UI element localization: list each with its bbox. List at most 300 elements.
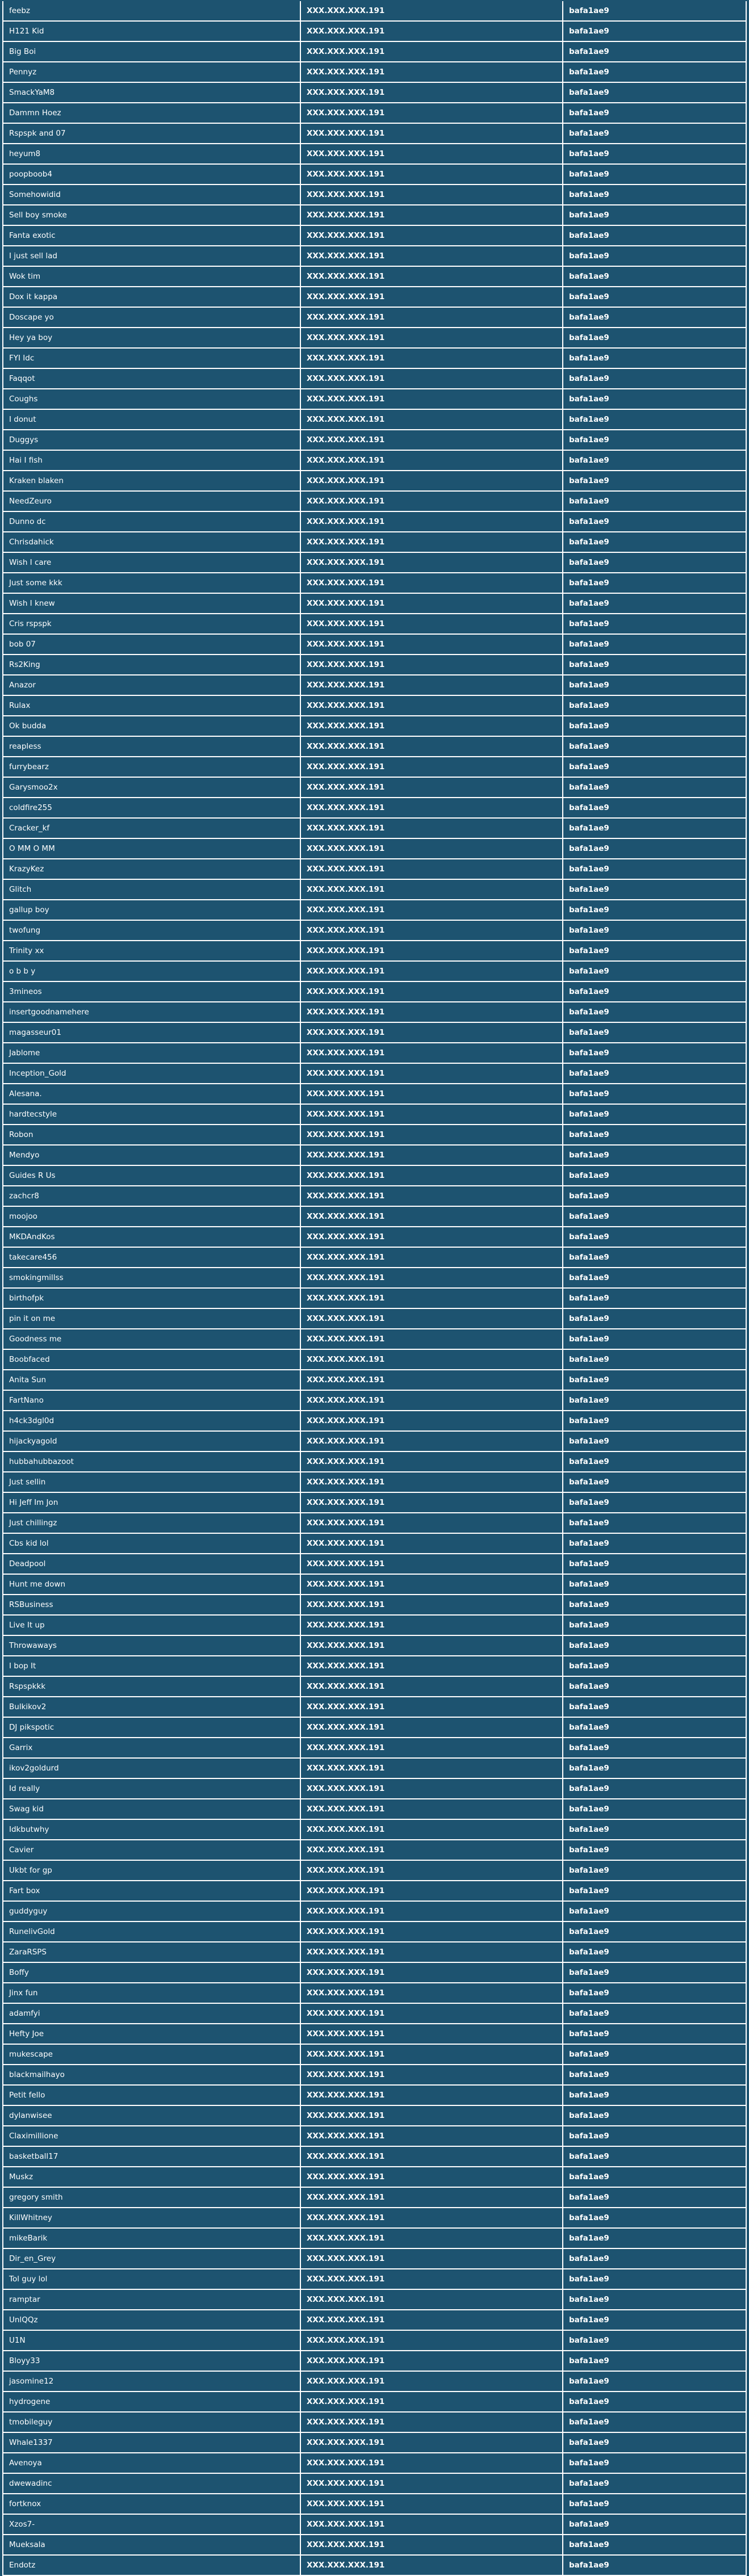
- ip-address-cell: XXX.XXX.XXX.191: [300, 552, 563, 573]
- username-cell: moojoo: [3, 1206, 300, 1227]
- ip-address-cell: XXX.XXX.XXX.191: [300, 1492, 563, 1513]
- username-cell: Cbs kid lol: [3, 1533, 300, 1554]
- ip-address-cell: XXX.XXX.XXX.191: [300, 1472, 563, 1492]
- username-cell: magasseur01: [3, 1022, 300, 1043]
- ip-address-cell: XXX.XXX.XXX.191: [300, 266, 563, 287]
- hash-cell: bafa1ae9: [563, 1145, 746, 1165]
- table-row: [3, 1901, 746, 1921]
- ip-address-cell: XXX.XXX.XXX.191: [300, 2269, 563, 2289]
- ip-address-cell: XXX.XXX.XXX.191: [300, 1635, 563, 1656]
- hash-cell: bafa1ae9: [563, 614, 746, 634]
- table-row: [3, 2371, 746, 2392]
- ip-address-cell: XXX.XXX.XXX.191: [300, 2473, 563, 2494]
- ip-address-cell: XXX.XXX.XXX.191: [300, 1758, 563, 1778]
- username-cell: takecare456: [3, 1247, 300, 1268]
- hash-cell: bafa1ae9: [563, 2289, 746, 2310]
- username-cell: o b b y: [3, 961, 300, 981]
- table-row: [3, 1329, 746, 1349]
- hash-cell: bafa1ae9: [563, 1472, 746, 1492]
- table-row: [3, 1595, 746, 1615]
- table-row: [3, 614, 746, 634]
- username-cell: KrazyKez: [3, 859, 300, 879]
- table-row: [3, 1227, 746, 1247]
- hash-cell: bafa1ae9: [563, 2473, 746, 2494]
- table-row: [3, 1186, 746, 1206]
- ip-address-cell: XXX.XXX.XXX.191: [300, 941, 563, 961]
- ip-address-cell: XXX.XXX.XXX.191: [300, 2228, 563, 2248]
- table-row: [3, 2392, 746, 2412]
- ip-address-cell: XXX.XXX.XXX.191: [300, 184, 563, 205]
- hash-cell: bafa1ae9: [563, 184, 746, 205]
- ip-address-cell: XXX.XXX.XXX.191: [300, 2003, 563, 2024]
- username-cell: pin it on me: [3, 1308, 300, 1329]
- hash-cell: bafa1ae9: [563, 103, 746, 123]
- table-row: [3, 450, 746, 471]
- ip-address-cell: XXX.XXX.XXX.191: [300, 2024, 563, 2044]
- ip-address-cell: XXX.XXX.XXX.191: [300, 62, 563, 82]
- ip-address-cell: XXX.XXX.XXX.191: [300, 1778, 563, 1799]
- username-cell: Endotz: [3, 2555, 300, 2575]
- hash-cell: bafa1ae9: [563, 368, 746, 389]
- username-cell: furrybearz: [3, 757, 300, 777]
- table-row: [3, 1881, 746, 1901]
- ip-address-cell: XXX.XXX.XXX.191: [300, 225, 563, 246]
- hash-cell: bafa1ae9: [563, 757, 746, 777]
- table-row: [3, 1717, 746, 1738]
- table-row: [3, 2555, 746, 2575]
- hash-cell: bafa1ae9: [563, 1308, 746, 1329]
- username-cell: ZaraRSPS: [3, 1942, 300, 1962]
- hash-cell: bafa1ae9: [563, 1962, 746, 1983]
- table-row: [3, 1635, 746, 1656]
- hash-cell: bafa1ae9: [563, 144, 746, 164]
- username-cell: Hefty Joe: [3, 2024, 300, 2044]
- table-row: [3, 2167, 746, 2187]
- ip-address-cell: XXX.XXX.XXX.191: [300, 1819, 563, 1840]
- table-row: [3, 2432, 746, 2453]
- table-row: [3, 2146, 746, 2167]
- username-cell: Mueksala: [3, 2535, 300, 2555]
- table-row: [3, 144, 746, 164]
- ip-address-cell: XXX.XXX.XXX.191: [300, 532, 563, 552]
- hash-cell: bafa1ae9: [563, 1165, 746, 1186]
- table-row: [3, 1390, 746, 1411]
- username-cell: coldfire255: [3, 798, 300, 818]
- ip-address-cell: XXX.XXX.XXX.191: [300, 1349, 563, 1370]
- table-row: [3, 2003, 746, 2024]
- hash-cell: bafa1ae9: [563, 389, 746, 409]
- ip-address-cell: XXX.XXX.XXX.191: [300, 2208, 563, 2228]
- hash-cell: bafa1ae9: [563, 838, 746, 859]
- ip-address-cell: XXX.XXX.XXX.191: [300, 450, 563, 471]
- table-row: [3, 430, 746, 450]
- username-cell: zachcr8: [3, 1186, 300, 1206]
- table-row: [3, 2453, 746, 2473]
- hash-cell: bafa1ae9: [563, 532, 746, 552]
- table-row: [3, 2494, 746, 2514]
- table-row: [3, 552, 746, 573]
- hash-cell: bafa1ae9: [563, 1492, 746, 1513]
- username-cell: FartNano: [3, 1390, 300, 1411]
- username-cell: Swag kid: [3, 1799, 300, 1819]
- ip-address-cell: XXX.XXX.XXX.191: [300, 2432, 563, 2453]
- username-cell: Xzos7-: [3, 2514, 300, 2535]
- ip-address-cell: XXX.XXX.XXX.191: [300, 1799, 563, 1819]
- username-cell: Ok budda: [3, 716, 300, 736]
- hash-cell: bafa1ae9: [563, 348, 746, 368]
- username-cell: Hunt me down: [3, 1574, 300, 1595]
- ip-address-cell: XXX.XXX.XXX.191: [300, 1451, 563, 1472]
- username-cell: Wish I care: [3, 552, 300, 573]
- hash-cell: bafa1ae9: [563, 695, 746, 716]
- ip-address-cell: XXX.XXX.XXX.191: [300, 103, 563, 123]
- ip-address-cell: XXX.XXX.XXX.191: [300, 21, 563, 41]
- username-cell: Garysmoo2x: [3, 777, 300, 798]
- hash-cell: bafa1ae9: [563, 736, 746, 757]
- hash-cell: bafa1ae9: [563, 1942, 746, 1962]
- username-cell: smokingmillss: [3, 1268, 300, 1288]
- table-row: [3, 757, 746, 777]
- table-row: [3, 328, 746, 348]
- table-row: [3, 573, 746, 593]
- hash-cell: bafa1ae9: [563, 1635, 746, 1656]
- ip-address-cell: XXX.XXX.XXX.191: [300, 2371, 563, 2392]
- table-row: [3, 1165, 746, 1186]
- table-row: [3, 2065, 746, 2085]
- ip-address-cell: XXX.XXX.XXX.191: [300, 1431, 563, 1451]
- table-row: [3, 2044, 746, 2065]
- table-row: [3, 1411, 746, 1431]
- hash-cell: bafa1ae9: [563, 1840, 746, 1860]
- table-row: [3, 2310, 746, 2330]
- hash-cell: bafa1ae9: [563, 62, 746, 82]
- table-row: [3, 1022, 746, 1043]
- username-cell: Just chillingz: [3, 1513, 300, 1533]
- ip-address-cell: XXX.XXX.XXX.191: [300, 430, 563, 450]
- username-cell: Mendyo: [3, 1145, 300, 1165]
- ip-address-cell: XXX.XXX.XXX.191: [300, 1901, 563, 1921]
- table-row: [3, 1268, 746, 1288]
- hash-cell: bafa1ae9: [563, 1554, 746, 1574]
- username-cell: jasomine12: [3, 2371, 300, 2392]
- table-row: [3, 2412, 746, 2432]
- hash-cell: bafa1ae9: [563, 2208, 746, 2228]
- table-row: [3, 164, 746, 184]
- username-cell: Cris rspspk: [3, 614, 300, 634]
- table-row: [3, 103, 746, 123]
- hash-cell: bafa1ae9: [563, 1390, 746, 1411]
- hash-cell: bafa1ae9: [563, 1921, 746, 1942]
- table-row: [3, 389, 746, 409]
- table-row: [3, 1, 746, 21]
- ip-address-cell: XXX.XXX.XXX.191: [300, 1881, 563, 1901]
- username-cell: U1N: [3, 2330, 300, 2351]
- hash-cell: bafa1ae9: [563, 328, 746, 348]
- username-cell: hydrogene: [3, 2392, 300, 2412]
- table-row: [3, 859, 746, 879]
- ip-address-cell: XXX.XXX.XXX.191: [300, 2453, 563, 2473]
- ip-address-cell: XXX.XXX.XXX.191: [300, 634, 563, 655]
- hash-cell: bafa1ae9: [563, 266, 746, 287]
- hash-cell: bafa1ae9: [563, 2432, 746, 2453]
- username-cell: FYI Idc: [3, 348, 300, 368]
- username-cell: Somehowidid: [3, 184, 300, 205]
- ip-address-cell: XXX.XXX.XXX.191: [300, 123, 563, 144]
- ip-address-cell: XXX.XXX.XXX.191: [300, 2555, 563, 2575]
- ip-address-cell: XXX.XXX.XXX.191: [300, 2310, 563, 2330]
- hash-cell: bafa1ae9: [563, 409, 746, 430]
- hash-cell: bafa1ae9: [563, 205, 746, 225]
- hash-cell: bafa1ae9: [563, 307, 746, 328]
- hash-cell: bafa1ae9: [563, 511, 746, 532]
- table-row: [3, 2535, 746, 2555]
- table-row: [3, 1799, 746, 1819]
- ip-address-cell: XXX.XXX.XXX.191: [300, 205, 563, 225]
- table-row: [3, 1676, 746, 1697]
- username-cell: poopboob4: [3, 164, 300, 184]
- ip-address-cell: XXX.XXX.XXX.191: [300, 368, 563, 389]
- username-cell: Trinity xx: [3, 941, 300, 961]
- username-cell: KillWhitney: [3, 2208, 300, 2228]
- username-cell: Duggys: [3, 430, 300, 450]
- ip-address-cell: XXX.XXX.XXX.191: [300, 593, 563, 614]
- username-cell: ikov2goldurd: [3, 1758, 300, 1778]
- table-row: [3, 634, 746, 655]
- username-cell: Rspspkkk: [3, 1676, 300, 1697]
- username-cell: Rulax: [3, 695, 300, 716]
- table-row: [3, 777, 746, 798]
- hash-cell: bafa1ae9: [563, 1125, 746, 1145]
- ip-address-cell: XXX.XXX.XXX.191: [300, 2065, 563, 2085]
- ip-address-cell: XXX.XXX.XXX.191: [300, 471, 563, 491]
- username-cell: Hey ya boy: [3, 328, 300, 348]
- username-cell: Idkbutwhy: [3, 1819, 300, 1840]
- ip-address-cell: XXX.XXX.XXX.191: [300, 1697, 563, 1717]
- table-row: [3, 838, 746, 859]
- table-row: [3, 920, 746, 941]
- table-row: [3, 62, 746, 82]
- hash-cell: bafa1ae9: [563, 2310, 746, 2330]
- hash-cell: bafa1ae9: [563, 1738, 746, 1758]
- table-row: [3, 941, 746, 961]
- ip-address-cell: XXX.XXX.XXX.191: [300, 818, 563, 838]
- username-cell: Inception_Gold: [3, 1063, 300, 1084]
- ip-address-cell: XXX.XXX.XXX.191: [300, 164, 563, 184]
- ip-address-cell: XXX.XXX.XXX.191: [300, 838, 563, 859]
- ip-address-cell: XXX.XXX.XXX.191: [300, 1717, 563, 1738]
- ip-address-cell: XXX.XXX.XXX.191: [300, 1370, 563, 1390]
- ip-address-cell: XXX.XXX.XXX.191: [300, 1165, 563, 1186]
- table-row: [3, 1145, 746, 1165]
- username-cell: dwewadinc: [3, 2473, 300, 2494]
- ip-address-cell: XXX.XXX.XXX.191: [300, 1329, 563, 1349]
- username-cell: insertgoodnamehere: [3, 1002, 300, 1022]
- username-cell: blackmailhayo: [3, 2065, 300, 2085]
- table-row: [3, 1247, 746, 1268]
- table-row: [3, 184, 746, 205]
- ip-address-cell: XXX.XXX.XXX.191: [300, 2044, 563, 2065]
- hash-cell: bafa1ae9: [563, 1370, 746, 1390]
- table-row: [3, 2208, 746, 2228]
- hash-cell: bafa1ae9: [563, 2126, 746, 2146]
- username-cell: Rs2King: [3, 655, 300, 675]
- hash-cell: bafa1ae9: [563, 777, 746, 798]
- ip-address-cell: XXX.XXX.XXX.191: [300, 961, 563, 981]
- username-cell: Pennyz: [3, 62, 300, 82]
- username-cell: MKDAndKos: [3, 1227, 300, 1247]
- ip-address-cell: XXX.XXX.XXX.191: [300, 920, 563, 941]
- username-cell: Bulkikov2: [3, 1697, 300, 1717]
- hash-cell: bafa1ae9: [563, 2494, 746, 2514]
- ip-address-cell: XXX.XXX.XXX.191: [300, 328, 563, 348]
- table-row: [3, 981, 746, 1002]
- table-row: [3, 1472, 746, 1492]
- table-row: [3, 21, 746, 41]
- ip-address-cell: XXX.XXX.XXX.191: [300, 1921, 563, 1942]
- ip-address-cell: XXX.XXX.XXX.191: [300, 1247, 563, 1268]
- hash-cell: bafa1ae9: [563, 1002, 746, 1022]
- hash-cell: bafa1ae9: [563, 2228, 746, 2248]
- hash-cell: bafa1ae9: [563, 716, 746, 736]
- username-cell: Coughs: [3, 389, 300, 409]
- table-row: [3, 1043, 746, 1063]
- username-cell: Avenoya: [3, 2453, 300, 2473]
- hash-cell: bafa1ae9: [563, 1288, 746, 1308]
- hash-cell: bafa1ae9: [563, 1329, 746, 1349]
- table-row: [3, 1962, 746, 1983]
- ip-address-cell: XXX.XXX.XXX.191: [300, 246, 563, 266]
- ip-address-cell: XXX.XXX.XXX.191: [300, 900, 563, 920]
- hash-cell: bafa1ae9: [563, 1268, 746, 1288]
- table-row: [3, 1778, 746, 1799]
- username-cell: Boffy: [3, 1962, 300, 1983]
- ip-address-cell: XXX.XXX.XXX.191: [300, 2126, 563, 2146]
- table-row: [3, 1574, 746, 1595]
- hash-cell: bafa1ae9: [563, 798, 746, 818]
- ip-address-cell: XXX.XXX.XXX.191: [300, 82, 563, 103]
- table-row: [3, 655, 746, 675]
- username-cell: heyum8: [3, 144, 300, 164]
- hash-cell: bafa1ae9: [563, 1063, 746, 1084]
- hash-cell: bafa1ae9: [563, 941, 746, 961]
- username-cell: Muskz: [3, 2167, 300, 2187]
- ip-address-cell: XXX.XXX.XXX.191: [300, 2535, 563, 2555]
- hash-cell: bafa1ae9: [563, 1227, 746, 1247]
- table-row: [3, 368, 746, 389]
- ip-address-cell: XXX.XXX.XXX.191: [300, 1043, 563, 1063]
- table-row: [3, 1656, 746, 1676]
- username-cell: Cavier: [3, 1840, 300, 1860]
- ip-address-cell: XXX.XXX.XXX.191: [300, 1145, 563, 1165]
- hash-cell: bafa1ae9: [563, 225, 746, 246]
- table-row: [3, 798, 746, 818]
- table-row: [3, 1288, 746, 1308]
- ip-address-cell: XXX.XXX.XXX.191: [300, 2392, 563, 2412]
- table-row: [3, 1554, 746, 1574]
- hash-cell: bafa1ae9: [563, 1411, 746, 1431]
- username-cell: RunelivGold: [3, 1921, 300, 1942]
- ip-address-cell: XXX.XXX.XXX.191: [300, 777, 563, 798]
- ip-address-cell: XXX.XXX.XXX.191: [300, 716, 563, 736]
- ip-address-cell: XXX.XXX.XXX.191: [300, 1186, 563, 1206]
- ip-address-cell: XXX.XXX.XXX.191: [300, 389, 563, 409]
- table-row: [3, 1513, 746, 1533]
- username-cell: Just sellin: [3, 1472, 300, 1492]
- hash-cell: bafa1ae9: [563, 920, 746, 941]
- hash-cell: bafa1ae9: [563, 2187, 746, 2208]
- ip-address-cell: XXX.XXX.XXX.191: [300, 491, 563, 511]
- ip-address-cell: XXX.XXX.XXX.191: [300, 1206, 563, 1227]
- username-cell: Id really: [3, 1778, 300, 1799]
- username-cell: tmobileguy: [3, 2412, 300, 2432]
- username-cell: reapless: [3, 736, 300, 757]
- hash-cell: bafa1ae9: [563, 552, 746, 573]
- username-cell: Tol guy lol: [3, 2269, 300, 2289]
- table-row: [3, 1349, 746, 1370]
- username-cell: Hi Jeff Im Jon: [3, 1492, 300, 1513]
- ip-address-cell: XXX.XXX.XXX.191: [300, 1860, 563, 1881]
- username-cell: DJ pikspotic: [3, 1717, 300, 1738]
- table-row: [3, 2330, 746, 2351]
- table-row: [3, 225, 746, 246]
- username-cell: Anazor: [3, 675, 300, 695]
- username-cell: UnlQQz: [3, 2310, 300, 2330]
- username-cell: Faqqot: [3, 368, 300, 389]
- username-cell: Alesana.: [3, 1084, 300, 1104]
- username-cell: Hai I fish: [3, 450, 300, 471]
- username-cell: gregory smith: [3, 2187, 300, 2208]
- ip-address-cell: XXX.XXX.XXX.191: [300, 2105, 563, 2126]
- hash-cell: bafa1ae9: [563, 1860, 746, 1881]
- table-row: [3, 1615, 746, 1635]
- table-row: [3, 879, 746, 900]
- username-cell: Goodness me: [3, 1329, 300, 1349]
- table-row: [3, 1451, 746, 1472]
- ip-address-cell: XXX.XXX.XXX.191: [300, 1942, 563, 1962]
- username-cell: Anita Sun: [3, 1370, 300, 1390]
- ip-address-cell: XXX.XXX.XXX.191: [300, 1390, 563, 1411]
- ip-address-cell: XXX.XXX.XXX.191: [300, 1002, 563, 1022]
- hash-cell: bafa1ae9: [563, 1104, 746, 1125]
- ip-address-cell: XXX.XXX.XXX.191: [300, 1962, 563, 1983]
- username-cell: O MM O MM: [3, 838, 300, 859]
- hash-cell: bafa1ae9: [563, 961, 746, 981]
- hash-cell: bafa1ae9: [563, 1349, 746, 1370]
- table-row: [3, 1983, 746, 2003]
- hash-cell: bafa1ae9: [563, 430, 746, 450]
- table-row: [3, 716, 746, 736]
- table-row: [3, 2228, 746, 2248]
- hash-cell: bafa1ae9: [563, 1656, 746, 1676]
- hash-cell: bafa1ae9: [563, 879, 746, 900]
- hash-cell: bafa1ae9: [563, 2024, 746, 2044]
- table-row: [3, 246, 746, 266]
- username-cell: Chrisdahick: [3, 532, 300, 552]
- ip-address-cell: XXX.XXX.XXX.191: [300, 695, 563, 716]
- hash-cell: bafa1ae9: [563, 2453, 746, 2473]
- username-cell: Dunno dc: [3, 511, 300, 532]
- hash-cell: bafa1ae9: [563, 1022, 746, 1043]
- username-cell: bob 07: [3, 634, 300, 655]
- table-row: [3, 41, 746, 62]
- ip-address-cell: XXX.XXX.XXX.191: [300, 573, 563, 593]
- table-row: [3, 2085, 746, 2105]
- username-cell: Dammn Hoez: [3, 103, 300, 123]
- ip-address-cell: XXX.XXX.XXX.191: [300, 1063, 563, 1084]
- ip-address-cell: XXX.XXX.XXX.191: [300, 1, 563, 21]
- records-table-body: [3, 1, 746, 2575]
- username-cell: Sell boy smoke: [3, 205, 300, 225]
